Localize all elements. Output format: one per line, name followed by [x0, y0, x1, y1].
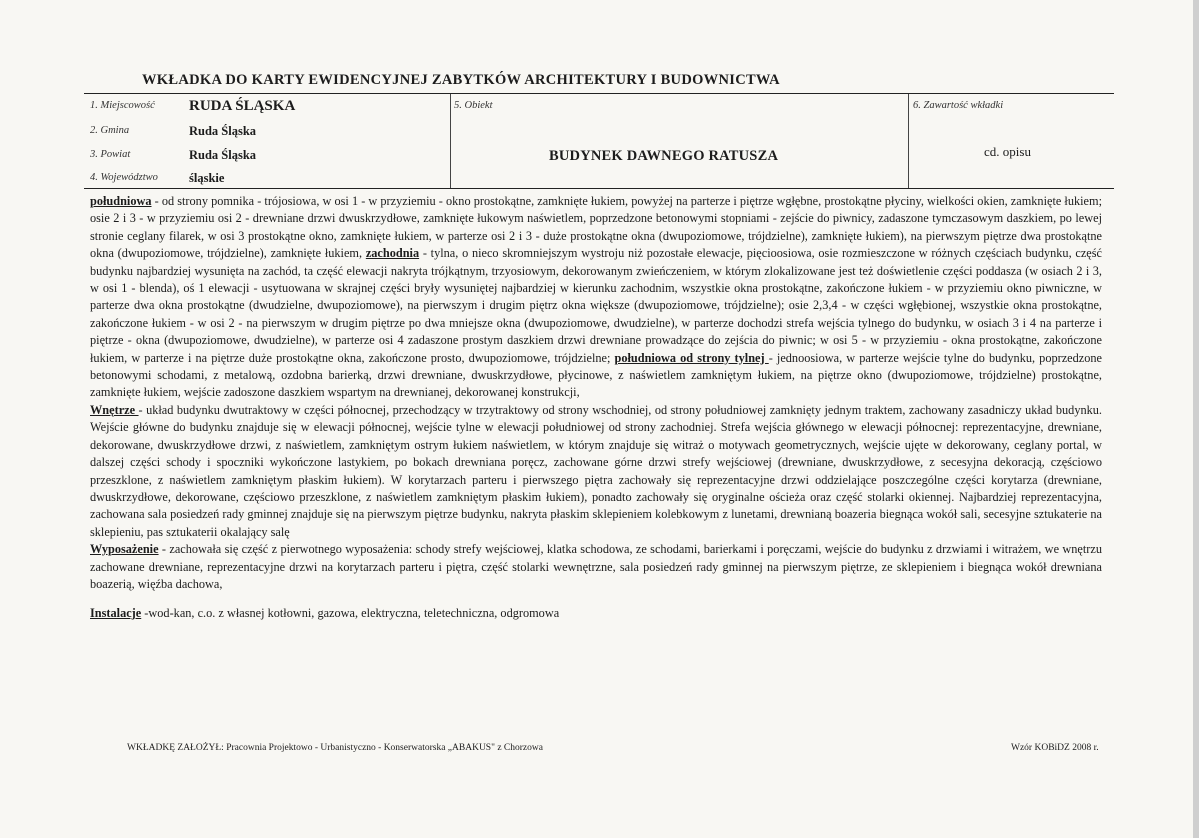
keyword-poludniowa: południowa	[90, 194, 152, 208]
footer-author: WKŁADKĘ ZAŁOŻYŁ: Pracownia Projektowo - Urbanistyczno - Konserwatorska „ABAKUS" z Chorzowa	[127, 743, 543, 753]
header-table	[84, 93, 1114, 189]
powiat-label: 3. Powiat	[90, 149, 131, 160]
miejscowosc-label: 1. Miejscowość	[90, 100, 155, 111]
description-body	[90, 193, 1102, 623]
gmina-value: Ruda Śląska	[189, 124, 257, 138]
obiekt-label: 5. Obiekt	[454, 100, 493, 111]
facade-paragraph	[90, 193, 1102, 402]
paragraph-text: - tylna, o nieco skromniejszym wystroju niż pozostałe elewacje, pięcioosiowa, osie rozmieszczone w różnych częściach budynku, część budynku najbardziej wysunięta na zachód, ta część elewacji nakryta trójkątnym, trzyosiowym, dekorowanym zwieńczeniem, w którym zlokalizowane jest też doświetlenie części poddasza (w osiach 2 i 3, w osi 1 - blenda), oś 1 elewacji - usytuowana w skrajnej części bryły wysuniętej najbardziej w kierunku zachodnim, wszystkie okna prostokątne, zakończone łukiem - w przyziemiu okno piwniczne, w parterze dwa okna prostokątne (dwudzielne, dwupoziomowe), na pierwszym i drugim piętrz okna większe (dwupoziomowe, trójdzielne); osie 2,3,4 - w części wgłębionej, wszystkie okna prostokątne, zakończone łukiem - w osi 2 - na pierwszym w drugim piętrze po dwa mniejsze okna (dwupoziomowe, dwudzielne), w parterze dochodzi strefa wejścia tylnego do budynku, w osiach 3 i 4 na parterze i piętrze - okna (dwupoziomowe, dwudzielne), w parterze osi 4 zadaszone prostym daszkiem drzwi drewniane prowadzące do zejścia do piwnic; w osi 5 - w przyziemiu - okna prostokątne, zakończone łukiem, w parterze i na piętrze duże prostokątne okna, zakończone prosto, dwupoziomowe, trójdzielne;	[90, 246, 1102, 365]
document-title: WKŁADKA DO KARTY EWIDENCYJNEJ ZABYTKÓW ARCHITEKTURY I BUDOWNICTWA	[142, 72, 780, 88]
zawartosc-label: 6. Zawartość wkładki	[913, 100, 1004, 111]
zawartosc-value: cd. opisu	[984, 144, 1031, 159]
keyword-zachodnia: zachodnia	[365, 246, 420, 261]
equipment-paragraph	[90, 541, 1102, 593]
paragraph-text: - układ budynku dwutraktowy w części północnej, przechodzący w trzytraktowy od strony wschodniej, od strony południowej zamknięty jednym traktem, zachowany zasadniczy układ budynku. Wejście główne do budynku znajduje się w elewacji północnej, wejście tylne w elewacji południowej od strony zachodniej. Strefa wejścia głównego w elewacji północnej: reprezentacyjne, drewniane, dekorowane, dwuskrzydłowe drzwi, z naświetlem, zamkniętym ostrym łukiem naświetlem, w którym znajduje się witraż o motywach geometrycznych, wejście ujęte w dekorowany, ceglany portal, w dalszej części schody i spoczniki wykończone lastykiem, po bokach drewniana poręcz, zachowane górne drzwi strefy wejściowej (drewniane, dwuskrzydłowe, z secesyjna dekoracją, częściowo przeszklone, z naświetlem zamkniętym płaskim łukiem). W korytarzach parteru i pierwszego piętra zachowały się reprezentacyjne drzwi oddzielające poszczególne części korytarza (drewniane, dwuskrzydłowe, dekorowane, częściowo przeszklone, z naświetlem zamkniętym płaskim łukiem), ponadto zachowały się oryginalne ościeża oraz część stolarki okiennej. Najbardziej reprezentacyjna, zachowana sala posiedzeń rady gminnej znajduje się na pierwszym piętrze budynku, nakryta płaskim sklepieniem kolebkowym z lunetami, drewnianą boazeria biegnąca wokół sali, secesyjne sztukaterie na sklepieniu, pas sztukaterii okalający salę	[90, 402, 1102, 539]
keyword-instalacje: Instalacje	[90, 606, 142, 621]
column-divider	[908, 94, 909, 188]
keyword-wnetrze: Wnętrze	[90, 402, 139, 417]
wojewodztwo-label: 4. Województwo	[90, 172, 158, 183]
miejscowosc-value: RUDA ŚLĄSKA	[189, 98, 296, 114]
paragraph-text: - od strony pomnika - trójosiowa, w osi 1 - w przyziemiu - okno prostokątne, zamknięte łukiem, powyżej na parterze i piętrze wgłębne, prostokątne płyciny, wielkości okien, zamknięte łukiem; osie 2 i 3 - w przyziemiu osi 2 - drewniane drzwi dwuskrzydłowe, zamknięte łukowym naświetlem, poprzedzone betonowymi stopniami - zejście do piwnicy, zadaszone tymczasowym daszkiem, po lewej stronie ceglany filarek, w osi 3 prostokątne okno, zamknięte łukiem, w parterze osi 2 i 3 - duże prostokątne okna (dwupoziomowe, trójdzielne), zamknięte łukiem), na pierwszym piętrze dwa prostokątne okna (dwupoziomowe, trójdzielne), zamknięte łukiem,	[90, 194, 1102, 261]
paragraph-text: - zachowała się część z pierwotnego wyposażenia: schody strefy wejściowej, klatka schodowa, ze schodami, barierkami i poręczami, wejście do budynku z drzwiami i witrażem, we wnętrzu zachowane drewniane, reprezentacyjne drzwi na korytarzach parteru i piętra, część stolarki wewnętrzne, sala posiedzeń rady gminnej na pierwszym piętrze, ze sklepieniem i biegnąca wokół drewniana boazerią, więźba dachowa,	[90, 542, 1102, 591]
keyword-poludniowa-tylna: południowa od strony tylnej	[614, 350, 769, 365]
footer-template-version: Wzór KOBiDZ 2008 r.	[1011, 743, 1099, 753]
wojewodztwo-value: śląskie	[189, 171, 225, 185]
interior-paragraph	[90, 402, 1102, 541]
paragraph-text: -wod-kan, c.o. z własnej kotłowni, gazowa, elektryczna, teletechniczna, odgromowa	[141, 606, 560, 621]
paragraph-text: - jednoosiowa, w parterze wejście tylne do budynku, poprzedzone betonowymi schodami, z metalową, ozdobna barierką, drzwi drewniane, dwuskrzydłowe, płycinowe, z naświetlem zamkniętym łukiem, na piętrze okno (dwupoziomowe, trójdzielne) prostokątne, zamknięte łukiem, wejście zadoszone daszkiem wspartym na drewnianej, dekorowanej konstrukcji,	[90, 350, 1102, 400]
keyword-wyposazenie: Wyposażenie	[90, 542, 159, 557]
gmina-label: 2. Gmina	[90, 125, 130, 136]
powiat-value: Ruda Śląska	[189, 148, 257, 162]
obiekt-value: BUDYNEK DAWNEGO RATUSZA	[549, 148, 779, 164]
installations-paragraph	[90, 605, 1102, 622]
column-divider	[450, 94, 451, 188]
